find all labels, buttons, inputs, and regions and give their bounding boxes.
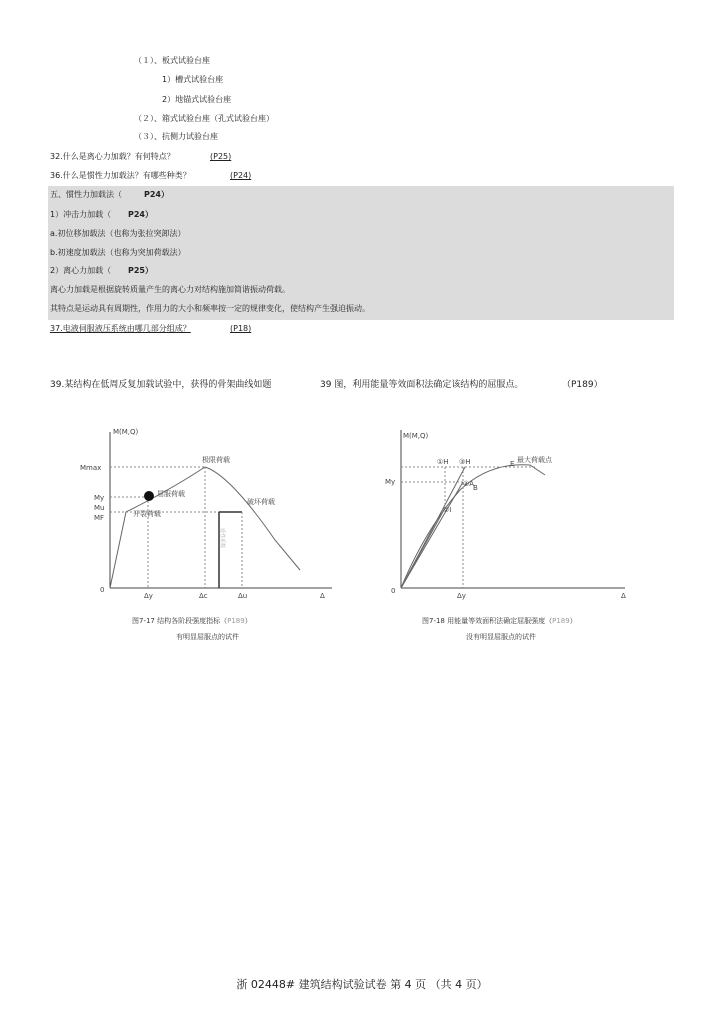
fig1-vy: Δy <box>144 592 153 600</box>
fig1-my: My <box>94 494 105 502</box>
fig2-point-A: ④A <box>463 480 475 488</box>
fig2-max-label: 最大荷载点 <box>517 456 552 464</box>
fig1-caption-a: 图7-17 结构各阶段强度指标（P189） <box>132 617 252 625</box>
fig2-caption-a: 图7-18 用能量等效面积法确定屈服强度（P189） <box>422 617 577 625</box>
fig1-vu: Δu <box>238 592 248 600</box>
fig2-point-1: ①H <box>437 458 449 466</box>
question-39-b: 39 图，利用能量等效面积法确定该结构的屈服点。 <box>320 380 524 390</box>
fig2-point-E: E <box>510 460 515 468</box>
fig1-yield-label: 屈服荷载 <box>157 490 185 498</box>
fig1-failure-label: 破坏荷载 <box>247 498 275 506</box>
fig2-point-B: B <box>473 484 478 492</box>
fig1-x-end: Δ <box>320 592 325 600</box>
fig1-y-label: M(M,Q) <box>113 428 139 436</box>
block-heading-ref: P24） <box>144 190 169 199</box>
question-36-ref: (P24) <box>230 171 252 180</box>
fig2-vy: Δy <box>457 592 466 600</box>
block-line-b: b.初速度加载法（也称为突加荷载法） <box>50 248 186 257</box>
fig2-point-3: ③H <box>459 458 471 466</box>
fig2-caption-b: 没有明显屈服点的试件 <box>466 633 536 641</box>
question-32: 32.什么是离心力加载？有何特点？ <box>50 152 175 161</box>
block-line-2: 2）离心力加载（ <box>50 266 112 275</box>
fig1-vc: Δc <box>199 592 208 600</box>
outline-item-1: （１）、板式试验台座 <box>134 56 210 65</box>
fig1-caption-b: 有明显屈服点的试件 <box>176 633 239 641</box>
fig1-yield-point <box>144 491 154 501</box>
outline-item-1-1: 1）槽式试验台座 <box>162 75 224 84</box>
fig1-crack-label: 开裂荷载 <box>133 510 161 518</box>
fig1-mmax: Mmax <box>80 464 102 472</box>
fig1-origin: 0 <box>100 586 105 594</box>
question-39-ref: （P189） <box>562 380 603 390</box>
fig2-point-I: ②I <box>443 506 452 514</box>
block-heading: 五、惯性力加载法（ <box>50 190 122 199</box>
outline-item-1-2: 2）地锚式试验台座 <box>162 95 232 104</box>
block-line-2-ref: P25） <box>128 266 153 275</box>
block-paragraph-1: 离心力加载是根据旋转质量产生的离心力对结构施加简谐振动荷载。 <box>50 285 290 294</box>
fig2-my: My <box>385 478 396 486</box>
fig1-mf: MF <box>94 514 105 522</box>
block-line-1: 1）冲击力加载（ <box>50 210 112 219</box>
fig2-origin: 0 <box>391 587 396 595</box>
fig2-x-end: Δ <box>621 592 626 600</box>
fig1-ultimate-label: 极限荷载 <box>202 456 230 464</box>
block-line-a: a.初位移加载法（也称为张拉突卸法） <box>50 229 186 238</box>
question-36: 36.什么是惯性力加载法？有哪些种类？ <box>50 171 191 180</box>
fig2-y-label: M(M,Q) <box>403 432 429 440</box>
question-37: 37.电液伺服液压系统由哪几部分组成？ <box>50 324 191 333</box>
question-32-ref: (P25) <box>210 152 232 161</box>
question-39-a: 39.某结构在低周反复加载试验中，获得的骨架曲线如题 <box>50 380 272 390</box>
block-line-1-ref: P24） <box>128 210 153 219</box>
outline-item-3: （３）、抗侧力试验台座 <box>134 132 218 141</box>
figure-7-17 <box>80 420 342 610</box>
outline-item-2: （２）、箱式试验台座（孔式试验台座） <box>134 114 274 123</box>
question-37-ref: (P18) <box>230 324 252 333</box>
figure-7-18 <box>385 420 635 610</box>
fig1-mu: Mu <box>94 504 105 512</box>
page-footer: 浙 02448# 建筑结构试验试卷 第 4 页 （共 4 页） <box>236 978 488 991</box>
fig1-vertical-text: 延性系数 <box>219 528 225 549</box>
block-paragraph-2: 其特点是运动具有周期性，作用力的大小和频率按一定的规律变化，使结构产生强迫振动。 <box>50 304 370 313</box>
